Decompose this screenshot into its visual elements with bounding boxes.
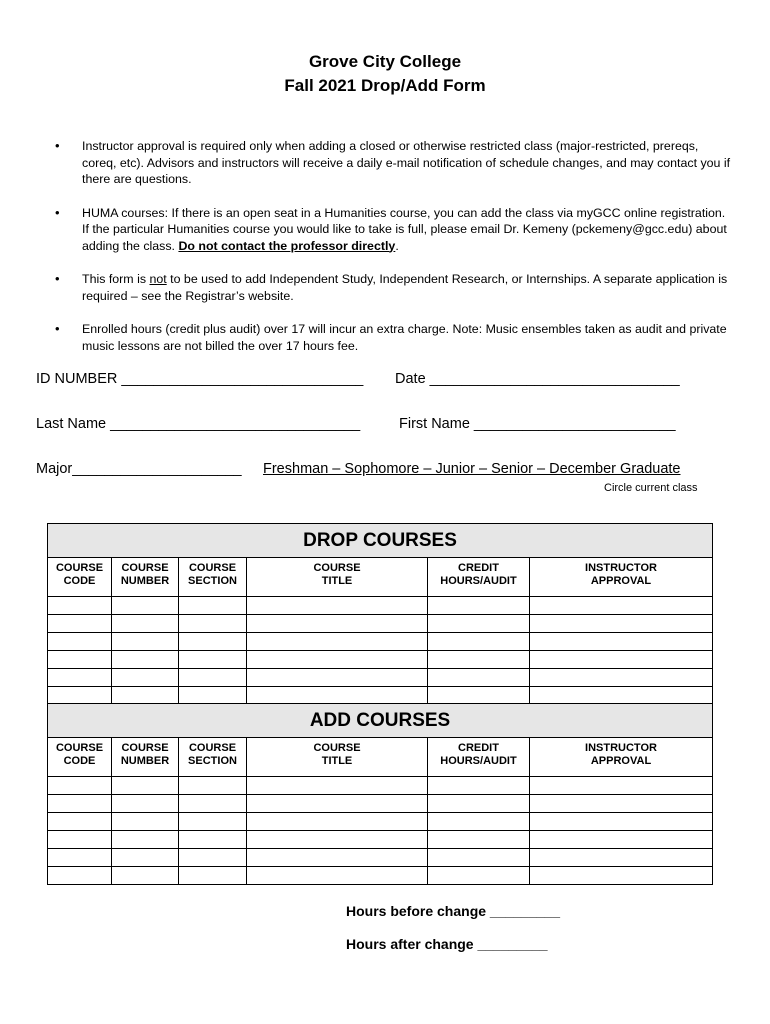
table-cell[interactable] — [530, 795, 713, 813]
table-cell[interactable] — [112, 795, 179, 813]
table-cell[interactable] — [247, 597, 428, 615]
instruction-text: This form is — [82, 272, 150, 286]
instructions-list — [55, 138, 735, 371]
column-header-course-section — [179, 558, 247, 597]
header-line: CODE — [63, 575, 96, 587]
table-row — [48, 831, 713, 849]
column-header-course-title — [247, 558, 428, 597]
column-header-course-code — [48, 738, 112, 777]
instruction-text-end: to be used to add Independent Study, Independent Research, or Internships. A separate application is required – see the Registrar’s website. — [82, 272, 728, 303]
table-cell[interactable] — [428, 813, 530, 831]
column-header-credit-hours — [428, 558, 530, 597]
table-cell[interactable] — [428, 615, 530, 633]
header-line: COURSE — [121, 562, 169, 574]
table-row — [48, 669, 713, 687]
header-line: COURSE — [55, 742, 104, 754]
table-cell[interactable] — [112, 867, 179, 885]
header-line: SECTION — [188, 575, 237, 587]
table-cell[interactable] — [48, 651, 112, 669]
instruction-emphasis: Do not contact the professor directly — [178, 238, 396, 253]
table-cell[interactable] — [48, 687, 112, 705]
header-line: NUMBER — [120, 575, 170, 587]
table-cell[interactable] — [179, 795, 247, 813]
table-cell[interactable] — [530, 813, 713, 831]
table-cell[interactable] — [179, 651, 247, 669]
table-cell[interactable] — [112, 831, 179, 849]
column-header-instructor-approval — [530, 738, 713, 777]
table-cell[interactable] — [48, 831, 112, 849]
table-cell[interactable] — [530, 867, 713, 885]
header-line: COURSE — [313, 562, 361, 574]
table-cell[interactable] — [428, 669, 530, 687]
table-cell[interactable] — [530, 651, 713, 669]
header-line: INSTRUCTOR — [585, 562, 657, 574]
table-row — [48, 615, 713, 633]
first-name-field[interactable]: First Name _________________________ — [399, 416, 676, 432]
table-cell[interactable] — [179, 597, 247, 615]
header-line: HOURS/AUDIT — [440, 755, 517, 767]
column-header-course-code — [48, 558, 112, 597]
table-row — [48, 849, 713, 867]
header-line: COURSE — [55, 562, 104, 574]
id-number-field[interactable]: ID NUMBER ______________________________ — [36, 371, 364, 387]
instruction-text: HUMA courses: If there is an open seat in a Humanities course, you can add the class via myGCC online registration. If the particular Humanities course you would like to take is full, please email Dr. Kemeny (pckemeny@gcc.edu) about adding the class. — [82, 205, 727, 253]
table-cell[interactable] — [247, 669, 428, 687]
header-line: APPROVAL — [590, 575, 652, 587]
header-line: CREDIT — [458, 562, 499, 574]
table-cell[interactable] — [112, 669, 179, 687]
table-cell[interactable] — [179, 669, 247, 687]
major-field[interactable]: Major_____________________ — [36, 461, 242, 477]
table-cell[interactable] — [179, 831, 247, 849]
table-cell[interactable] — [48, 777, 112, 795]
column-header-course-section — [179, 738, 247, 777]
header-line: APPROVAL — [590, 755, 652, 767]
column-header-course-number — [112, 738, 179, 777]
table-cell[interactable] — [179, 777, 247, 795]
header-line: COURSE — [188, 562, 237, 574]
table-cell[interactable] — [112, 849, 179, 867]
header-line: COURSE — [121, 742, 169, 754]
table-row — [48, 597, 713, 615]
table-row — [48, 867, 713, 885]
table-cell[interactable] — [112, 597, 179, 615]
header-line: SECTION — [188, 755, 237, 767]
table-cell[interactable] — [428, 687, 530, 705]
table-cell[interactable] — [112, 813, 179, 831]
table-cell[interactable] — [247, 633, 428, 651]
table-cell[interactable] — [48, 615, 112, 633]
table-cell[interactable] — [48, 795, 112, 813]
table-cell[interactable] — [530, 669, 713, 687]
table-row — [48, 795, 713, 813]
table-cell[interactable] — [112, 651, 179, 669]
table-cell[interactable] — [48, 849, 112, 867]
table-cell[interactable] — [428, 849, 530, 867]
instruction-text-end: . — [395, 238, 399, 253]
drop-courses-table — [47, 523, 713, 705]
table-row — [48, 687, 713, 705]
header-line: CREDIT — [458, 742, 499, 754]
column-header-credit-hours — [428, 738, 530, 777]
header-line: INSTRUCTOR — [585, 742, 657, 754]
instruction-huma — [55, 205, 735, 255]
header-line: TITLE — [321, 755, 353, 767]
table-cell[interactable] — [247, 831, 428, 849]
header-line: COURSE — [313, 742, 361, 754]
table-cell[interactable] — [530, 777, 713, 795]
table-cell[interactable] — [428, 597, 530, 615]
table-cell[interactable] — [179, 849, 247, 867]
table-cell[interactable] — [428, 795, 530, 813]
hours-before-change[interactable]: Hours before change _________ — [346, 903, 560, 919]
header-line: CODE — [63, 755, 96, 767]
drop-column-headers — [48, 558, 713, 597]
table-cell[interactable] — [48, 813, 112, 831]
table-cell[interactable] — [247, 813, 428, 831]
last-name-field[interactable]: Last Name _______________________________ — [36, 416, 361, 432]
table-cell[interactable] — [48, 633, 112, 651]
add-courses-table — [47, 703, 713, 885]
header-line: COURSE — [188, 742, 237, 754]
header-line: NUMBER — [120, 755, 170, 767]
table-row — [48, 777, 713, 795]
instruction-text: Enrolled hours (credit plus audit) over 17 will incur an extra charge. Note: Music ensembles taken as audit and private music lessons are not billed the over 17 hours fee. — [82, 322, 727, 353]
table-cell[interactable] — [247, 795, 428, 813]
table-cell[interactable] — [530, 849, 713, 867]
instruction-underlined: not — [149, 272, 167, 286]
table-cell[interactable] — [179, 813, 247, 831]
table-cell[interactable] — [247, 687, 428, 705]
table-cell[interactable] — [48, 669, 112, 687]
table-row — [48, 813, 713, 831]
table-cell[interactable] — [428, 651, 530, 669]
table-cell[interactable] — [247, 867, 428, 885]
table-cell[interactable] — [112, 615, 179, 633]
table-cell[interactable] — [530, 687, 713, 705]
table-cell[interactable] — [179, 615, 247, 633]
table-row — [48, 633, 713, 651]
column-header-course-title — [247, 738, 428, 777]
add-courses-title: ADD COURSES — [48, 704, 713, 738]
instruction-hours — [55, 321, 735, 354]
instruction-approval — [55, 138, 735, 188]
table-cell[interactable] — [247, 777, 428, 795]
table-cell[interactable] — [179, 633, 247, 651]
table-cell[interactable] — [530, 831, 713, 849]
college-name: Grove City College — [308, 52, 462, 71]
add-column-headers — [48, 738, 713, 777]
table-cell[interactable] — [48, 597, 112, 615]
table-row — [48, 651, 713, 669]
column-header-course-number — [112, 558, 179, 597]
table-cell[interactable] — [179, 687, 247, 705]
table-cell[interactable] — [530, 597, 713, 615]
table-cell[interactable] — [428, 831, 530, 849]
table-cell[interactable] — [48, 867, 112, 885]
form-title: Fall 2021 Drop/Add Form — [284, 76, 486, 95]
table-cell[interactable] — [179, 867, 247, 885]
date-field[interactable]: Date _______________________________ — [395, 371, 680, 387]
table-cell[interactable] — [247, 849, 428, 867]
table-cell[interactable] — [530, 615, 713, 633]
header-line: HOURS/AUDIT — [440, 575, 517, 587]
hours-after-change[interactable]: Hours after change _________ — [346, 936, 548, 952]
drop-courses-title: DROP COURSES — [48, 524, 713, 558]
table-cell[interactable] — [428, 633, 530, 651]
table-cell[interactable] — [428, 777, 530, 795]
instruction-independent — [55, 271, 735, 304]
instruction-text: Instructor approval is required only when adding a closed or otherwise restricted class (major-restricted, prereqs, coreq, etc). Advisors and instructors will receive a daily e-mail notification of schedule changes, and may contact you if there are questions. — [82, 139, 731, 186]
class-note: Circle current class — [604, 482, 698, 494]
table-cell[interactable] — [247, 615, 428, 633]
table-cell[interactable] — [112, 687, 179, 705]
table-cell[interactable] — [530, 633, 713, 651]
class-options[interactable]: Freshman – Sophomore – Junior – Senior – December Graduate — [263, 461, 681, 477]
table-cell[interactable] — [247, 651, 428, 669]
column-header-instructor-approval — [530, 558, 713, 597]
header-line: TITLE — [321, 575, 353, 587]
table-cell[interactable] — [428, 867, 530, 885]
table-cell[interactable] — [112, 777, 179, 795]
table-cell[interactable] — [112, 633, 179, 651]
